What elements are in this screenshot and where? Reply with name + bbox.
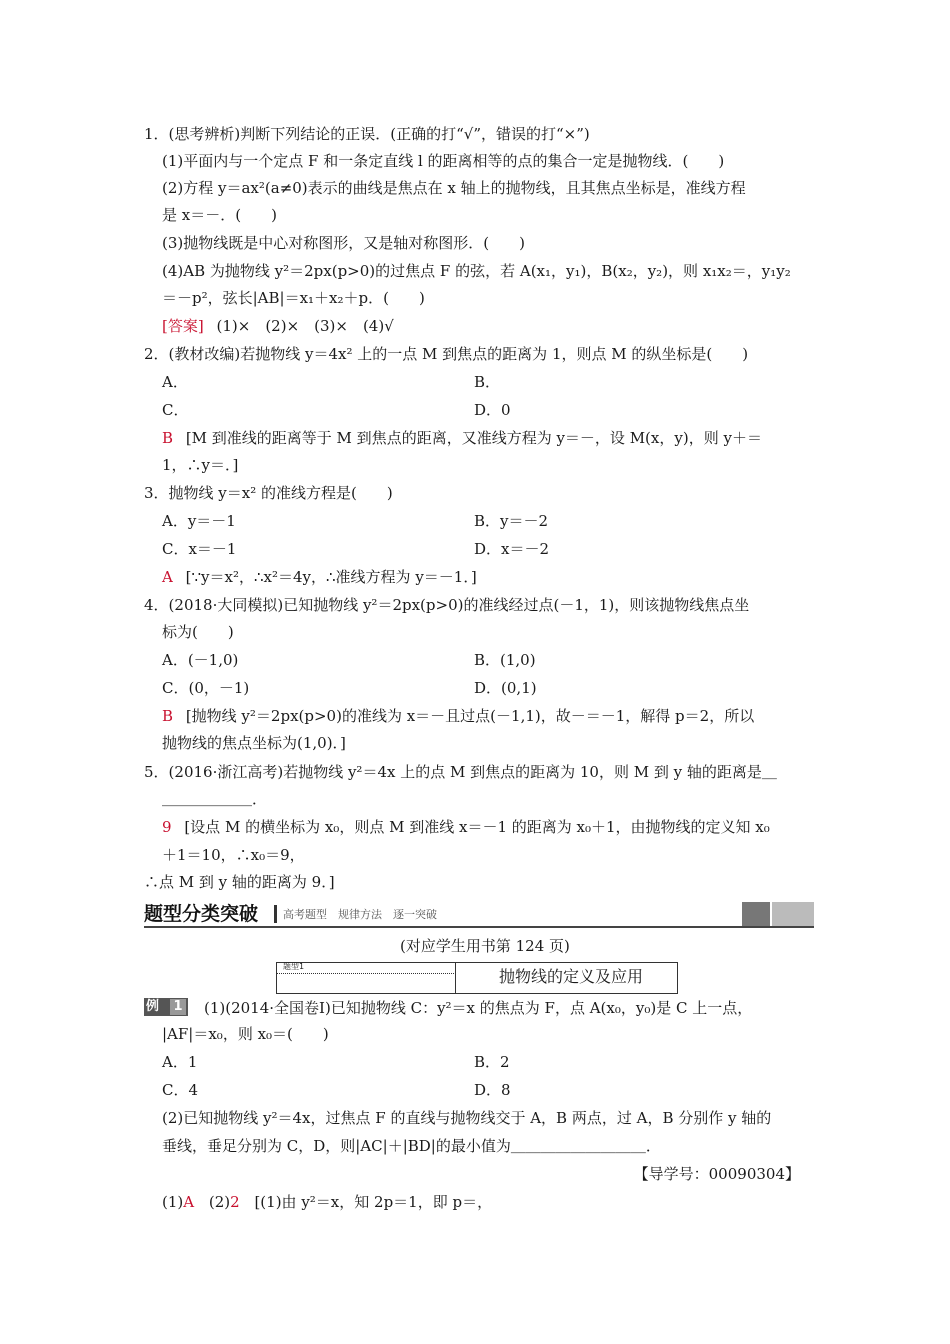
- answer-label: [答案]: [162, 317, 204, 335]
- q2-option-a: A．: [162, 373, 188, 391]
- ex1-part2-line-2: 垂线，垂足分别为 C，D，则|AC|＋|BD|的最小值为＿＿＿＿＿＿＿＿＿．: [162, 1137, 661, 1155]
- section-title: 题型分类突破: [144, 903, 259, 925]
- q1-item-3: (3)抛物线既是中心对称图形，又是轴对称图形．( ): [162, 234, 525, 252]
- section-header-band: [144, 902, 814, 928]
- topic-title: 抛物线的定义及应用: [499, 967, 644, 986]
- q5-solution-line-2: ＋1＝10，∴x₀＝9，: [162, 846, 305, 864]
- page-reference: (对应学生用书第 124 页): [400, 937, 570, 955]
- q1-stem: 1．(思考辨析)判断下列结论的正误．(正确的打“√”，错误的打“×”): [144, 125, 590, 143]
- band-decoration-dark: [742, 902, 770, 926]
- q4-solution-line-1: [抛物线 y²＝2px(p>0)的准线为 x＝－且过点(－1,1)，故－＝－1，解得 p＝2，所以: [185, 707, 755, 725]
- q5-solution-line-1: [设点 M 的横坐标为 x₀，则点 M 到准线 x＝－1 的距离为 x₀＋1，由抛物线的定义知 x₀: [184, 818, 770, 836]
- answer-text: (1)× (2)× (3)× (4)√: [216, 317, 394, 335]
- q2-solution-line-1: [M 到准线的距离等于 M 到焦点的距离，又准线方程为 y＝－，设 M(x，y)，则 y＋＝: [185, 429, 762, 447]
- example-number: 1: [170, 999, 186, 1015]
- example-label: 例: [146, 999, 160, 1014]
- ex1-part2-line-1: (2)已知抛物线 y²＝4x，过焦点 F 的直线与抛物线交于 A，B 两点，过 A，B 分别作 y 轴的: [162, 1109, 772, 1127]
- q3-solution-line-1: [∵y＝x²，∴x²＝4y，∴准线方程为 y＝－1．]: [185, 568, 477, 586]
- section-divider: [274, 905, 277, 923]
- ex1-answer: [162, 1192, 492, 1212]
- ex1-answer-prefix-2: (2): [208, 1193, 231, 1211]
- ex1-part1-line-2: |AF|＝x₀，则 x₀＝( ): [162, 1025, 329, 1043]
- q5-solution-line-3: ∴点 M 到 y 轴的距离为 9．]: [144, 873, 335, 891]
- q5-answer: 9: [162, 818, 172, 836]
- q2-option-d: D．0: [474, 401, 511, 419]
- q4-stem: 4．(2018·大同模拟)已知抛物线 y²＝2px(p>0)的准线经过点(－1，1)，则该抛物线焦点坐: [144, 596, 750, 614]
- example-tag: [144, 998, 188, 1016]
- q2-solution-line-2: 1，∴y＝．]: [162, 456, 239, 474]
- q5-blank: ＿＿＿＿＿＿．: [162, 790, 268, 808]
- q1-item-4: (4)AB 为抛物线 y²＝2px(p>0)的过焦点 F 的弦，若 A(x₁，y₁)，B(x₂，y₂)，则 x₁x₂＝，y₁y₂: [162, 262, 791, 280]
- q3-solution: [162, 567, 477, 587]
- topic-box: [276, 962, 678, 994]
- q2-solution: [162, 428, 762, 448]
- q5-solution: [162, 817, 770, 837]
- q1-item-4-cont: ＝－p²，弦长|AB|＝x₁＋x₂＋p．( ): [162, 289, 425, 307]
- q2-answer-letter: B: [162, 429, 174, 447]
- ex1-answer-2: 2: [230, 1193, 240, 1211]
- q2-option-b: B．: [474, 373, 501, 391]
- topic-tab-label: 题型1: [283, 962, 305, 971]
- q4-stem-cont: 标为( ): [162, 623, 234, 641]
- q1-answer: [162, 316, 394, 336]
- q3-stem: 3．抛物线 y＝x² 的准线方程是( ): [144, 484, 393, 502]
- q5-stem: 5．(2016·浙江高考)若抛物线 y²＝4x 上的点 M 到焦点的距离为 10，则 M 到 y 轴的距离是＿: [144, 763, 777, 781]
- q2-stem: 2．(教材改编)若抛物线 y＝4x² 上的一点 M 到焦点的距离为 1，则点 M 的纵坐标是( ): [144, 345, 749, 363]
- q4-option-b: B．(1,0): [474, 651, 536, 669]
- q4-solution: [162, 706, 754, 726]
- q4-option-a: A．(－1,0): [162, 651, 239, 669]
- q4-option-c: C．(0，－1): [162, 679, 250, 697]
- q3-option-d: D．x＝－2: [474, 540, 550, 558]
- q4-solution-line-2: 抛物线的焦点坐标为(1,0)．]: [162, 734, 346, 752]
- ex1-option-c: C．4: [162, 1081, 199, 1099]
- q4-answer-letter: B: [162, 707, 174, 725]
- guide-number: 【导学号：00090304】: [633, 1165, 800, 1183]
- ex1-option-a: A．1: [162, 1053, 198, 1071]
- ex1-answer-1: A: [183, 1193, 195, 1211]
- ex1-option-b: B．2: [474, 1053, 510, 1071]
- ex1-solution-start: [(1)由 y²＝x，知 2p＝1，即 p＝，: [254, 1193, 493, 1211]
- topic-divider: [455, 963, 456, 993]
- band-decoration-light: [772, 902, 814, 926]
- q4-option-d: D．(0,1): [474, 679, 537, 697]
- ex1-answer-prefix-1: (1): [162, 1193, 184, 1211]
- q1-item-2: (2)方程 y＝ax²(a≠0)表示的曲线是焦点在 x 轴上的抛物线，且其焦点坐标是，准线方程: [162, 179, 746, 197]
- ex1-part1-line-1: (1)(2014·全国卷Ⅰ)已知抛物线 C：y²＝x 的焦点为 F，点 A(x₀，y₀)是 C 上一点，: [204, 999, 753, 1017]
- q3-option-a: A．y＝－1: [162, 512, 236, 530]
- topic-tab: [277, 963, 456, 974]
- ex1-option-d: D．8: [474, 1081, 511, 1099]
- section-subtitle: 高考题型 规律方法 逐一突破: [283, 908, 437, 921]
- q3-option-b: B．y＝－2: [474, 512, 549, 530]
- q2-option-c: C．: [162, 401, 189, 419]
- q1-item-1: (1)平面内与一个定点 F 和一条定直线 l 的距离相等的点的集合一定是抛物线．( ): [162, 152, 725, 170]
- q3-option-c: C．x＝－1: [162, 540, 237, 558]
- q3-answer-letter: A: [162, 568, 173, 586]
- q1-item-2-cont: 是 x＝－．( ): [162, 206, 277, 224]
